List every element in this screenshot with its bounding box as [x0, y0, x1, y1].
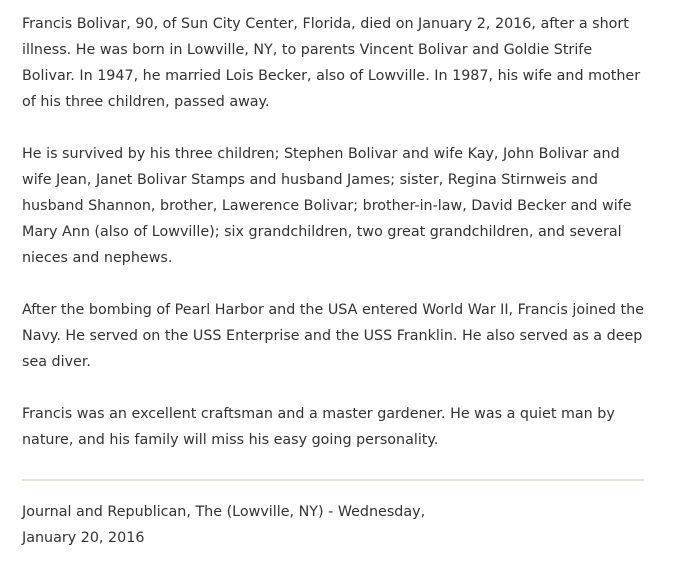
text-line: sea diver. [22, 354, 91, 370]
text-line: Bolivar. In 1947, he married Lois Becker, also of Lowville. In 1987, his wife and mother [22, 68, 641, 84]
obituary-paragraph-2 [22, 141, 652, 271]
publication-source [22, 499, 652, 551]
publication-date: January 20, 2016 [22, 530, 145, 546]
publication-name: Journal and Republican, The (Lowville, NY) - Wednesday, [22, 504, 426, 520]
obituary-paragraph-1 [22, 11, 652, 115]
text-line: wife Jean, Janet Bolivar Stamps and husband James; sister, Regina Stirnweis and [22, 172, 599, 188]
text-line: Francis Bolivar, 90, of Sun City Center, Florida, died on January 2, 2016, after a short [22, 16, 629, 32]
text-line: husband Shannon, brother, Lawerence Bolivar; brother-in-law, David Becker and wife [22, 198, 632, 214]
text-line: Francis was an excellent craftsman and a master gardener. He was a quiet man by [22, 406, 615, 422]
text-line: of his three children, passed away. [22, 94, 270, 110]
text-line: Navy. He served on the USS Enterprise and the USS Franklin. He also served as a deep [22, 328, 643, 344]
text-line: illness. He was born in Lowville, NY, to parents Vincent Bolivar and Goldie Strife [22, 42, 593, 58]
section-divider [22, 479, 644, 481]
text-line: He is survived by his three children; Stephen Bolivar and wife Kay, John Bolivar and [22, 146, 620, 162]
text-line: Mary Ann (also of Lowville); six grandchildren, two great grandchildren, and several [22, 224, 622, 240]
obituary-paragraph-3 [22, 297, 652, 375]
obituary-body [22, 11, 652, 551]
text-line: After the bombing of Pearl Harbor and the USA entered World War II, Francis joined the [22, 302, 644, 318]
obituary-paragraph-4 [22, 401, 652, 453]
text-line: nature, and his family will miss his easy going personality. [22, 432, 439, 448]
text-line: nieces and nephews. [22, 250, 173, 266]
